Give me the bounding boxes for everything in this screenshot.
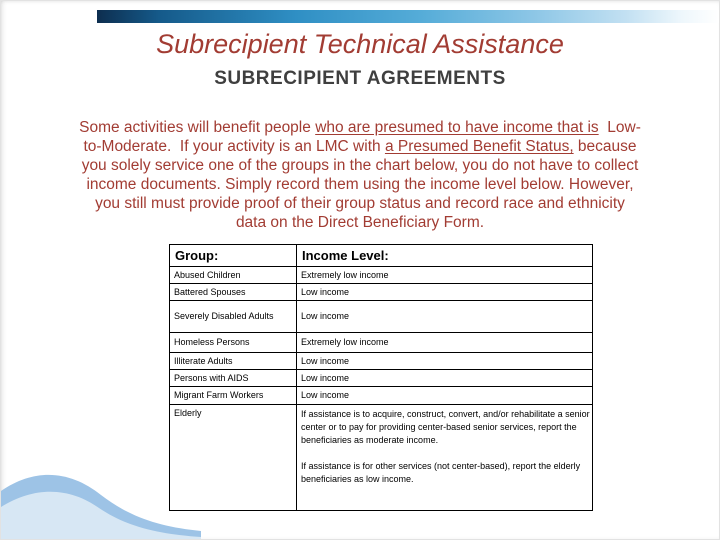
text-segment: Some activities will benefit people	[79, 119, 316, 136]
underlined-text: a Presumed Benefit Status,	[384, 138, 574, 155]
table-row	[170, 284, 593, 301]
table-row	[170, 353, 593, 370]
group-cell: Battered Spouses	[170, 284, 297, 301]
group-cell: Illiterate Adults	[170, 353, 297, 370]
income-note-paragraph: If assistance is to acquire, construct, convert, and/or rehabilitate a senior center or to pay for providing center-based senior services, report the beneficiaries as moderate income.	[301, 409, 590, 445]
group-cell: Migrant Farm Workers	[170, 387, 297, 405]
table-row	[170, 301, 593, 333]
income-table-body	[170, 267, 593, 511]
paragraph-line	[29, 213, 691, 232]
table-row	[170, 333, 593, 353]
paragraph-line	[29, 118, 691, 137]
text-segment: income documents. Simply record them using the income level below. However,	[86, 176, 634, 193]
income-levels-table	[169, 244, 593, 511]
income-cell: Low income	[297, 370, 593, 387]
income-cell: Extremely low income	[297, 267, 593, 284]
body-paragraph	[29, 118, 691, 232]
income-note-paragraph: If assistance is for other services (not center-based), report the elderly beneficiaries as low income.	[301, 461, 581, 484]
paragraph-line	[29, 175, 691, 194]
paragraph-line	[29, 156, 691, 175]
table-row	[170, 370, 593, 387]
bottom-left-wave-decoration	[1, 461, 201, 539]
table-header-row	[170, 245, 593, 267]
income-cell: Low income	[297, 353, 593, 370]
underlined-text: who are presumed to have income that is	[315, 119, 599, 136]
group-cell: Abused Children	[170, 267, 297, 284]
text-segment: to-Moderate. If your activity is an LMC with	[83, 138, 385, 155]
text-segment: you solely service one of the groups in the chart below, you do not have to collect	[81, 157, 639, 174]
slide-subtitle: SUBRECIPIENT AGREEMENTS	[214, 68, 506, 89]
income-column-header: Income Level:	[297, 245, 593, 267]
group-cell: Homeless Persons	[170, 333, 297, 353]
paragraph-line	[29, 194, 691, 213]
group-cell: Elderly	[170, 405, 297, 511]
text-segment: because	[573, 138, 637, 155]
income-cell: Extremely low income	[297, 333, 593, 353]
text-segment: you still must provide proof of their group status and record race and ethnicity	[95, 195, 625, 212]
table-row	[170, 405, 593, 511]
text-segment: Low-	[598, 119, 641, 136]
group-cell: Persons with AIDS	[170, 370, 297, 387]
group-cell: Severely Disabled Adults	[170, 301, 297, 333]
slide-title: Subrecipient Technical Assistance	[156, 29, 564, 59]
paragraph-line	[29, 137, 691, 156]
group-column-header: Group:	[170, 245, 297, 267]
top-gradient-bar	[97, 10, 719, 23]
income-cell: Low income	[297, 284, 593, 301]
text-segment: data on the Direct Beneficiary Form.	[235, 214, 485, 231]
income-cell	[297, 405, 593, 511]
table-row	[170, 267, 593, 284]
income-cell: Low income	[297, 387, 593, 405]
income-cell: Low income	[297, 301, 593, 333]
table-row	[170, 387, 593, 405]
